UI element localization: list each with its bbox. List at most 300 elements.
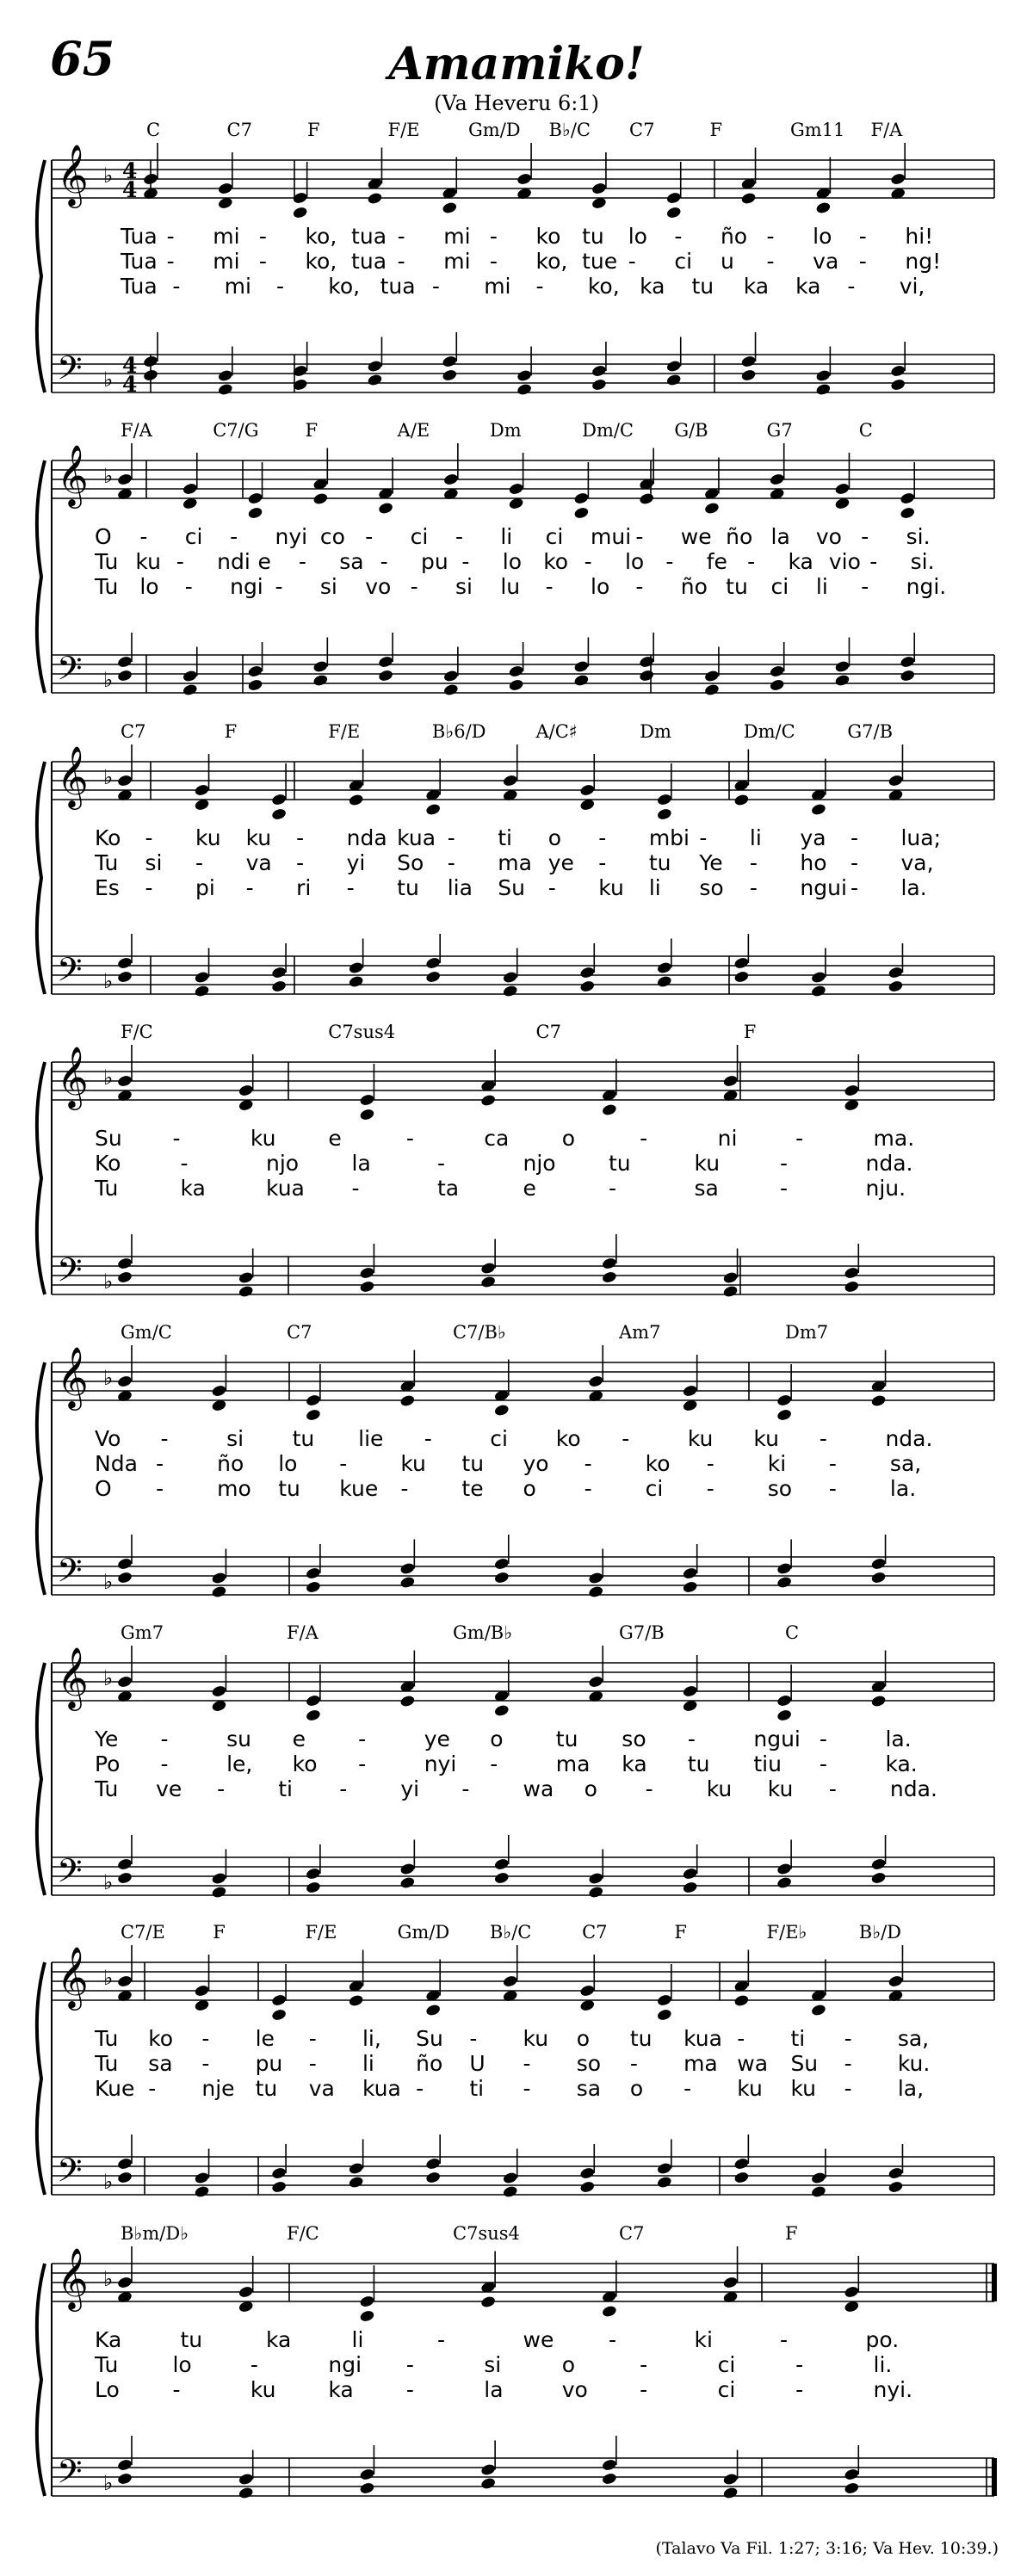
lyric-syllable: nyi. xyxy=(873,2377,913,2402)
lyric-syllable: U xyxy=(469,2051,486,2076)
lyric-syllable: ka xyxy=(622,1751,647,1776)
lyric-syllable: tu xyxy=(582,224,604,249)
notehead xyxy=(890,378,906,392)
lyric-syllable: co xyxy=(319,524,345,549)
notehead xyxy=(247,678,263,692)
lyric-syllable: - xyxy=(535,274,544,299)
chord-symbol: F/E xyxy=(387,120,420,140)
lyric-syllable: - xyxy=(819,1426,827,1451)
lyric-syllable: - xyxy=(547,875,556,900)
lyric-syllable: lu xyxy=(500,574,521,599)
lyric-syllable: - xyxy=(400,1476,409,1501)
lyric-syllable: - xyxy=(250,2352,258,2377)
lyric-syllable: - xyxy=(358,1751,367,1776)
time-signature-top: 4 xyxy=(122,158,138,183)
notehead xyxy=(656,2176,672,2190)
notehead xyxy=(480,1094,497,1108)
notehead xyxy=(442,355,458,368)
chord-symbol: C7sus4 xyxy=(328,1022,396,1042)
notehead xyxy=(425,2157,442,2171)
lyric-syllable: lo xyxy=(591,574,610,599)
lyric-syllable: la. xyxy=(885,1727,912,1751)
notehead xyxy=(639,492,655,506)
lyric-syllable: - xyxy=(665,549,674,574)
notehead xyxy=(890,364,906,378)
notehead xyxy=(117,774,133,788)
treble-clef: 𝄞 xyxy=(57,1646,89,1708)
lyric-syllable: o xyxy=(523,1476,536,1501)
brace xyxy=(37,762,45,994)
chord-symbol: B♭/C xyxy=(548,120,591,140)
lyric-syllable: pu xyxy=(255,2051,283,2076)
chord-symbol: Dm7 xyxy=(785,1322,829,1343)
notehead xyxy=(579,979,596,993)
notehead xyxy=(117,1557,133,1571)
brace xyxy=(37,2264,45,2496)
lyric-syllable: - xyxy=(431,274,440,299)
lyric-syllable: ku xyxy=(250,2377,276,2402)
notehead xyxy=(733,970,750,984)
lyric-syllable: O xyxy=(95,524,112,549)
lyric-syllable: tu xyxy=(180,2327,203,2352)
notehead xyxy=(834,674,851,688)
lyric-syllable: - xyxy=(201,2026,210,2051)
lyric-syllable: ca xyxy=(484,1126,510,1151)
lyric-syllable: ci xyxy=(674,249,693,274)
lyric-syllable: yi xyxy=(400,1776,420,1801)
key-signature-flat: ♭ xyxy=(103,1570,114,1594)
lyric-syllable: ko, xyxy=(328,274,361,299)
brace xyxy=(37,460,45,693)
lyric-syllable: Tua xyxy=(121,274,158,299)
lyric-syllable: li xyxy=(500,524,513,549)
key-signature-flat: ♭ xyxy=(103,765,114,789)
chord-symbol: C xyxy=(858,420,873,441)
notehead xyxy=(194,971,210,985)
notehead xyxy=(359,1280,375,1294)
lyric-syllable: - xyxy=(706,1451,714,1476)
lyric-syllable: - xyxy=(584,549,592,574)
notehead xyxy=(834,482,851,496)
notehead xyxy=(305,1694,321,1708)
notehead xyxy=(348,1994,364,2008)
notehead xyxy=(740,355,757,368)
lyric-syllable: la, xyxy=(897,2076,925,2101)
brace xyxy=(37,1962,45,2195)
chord-symbol: Dm/C xyxy=(743,721,795,742)
lyric-syllable: o xyxy=(584,1776,597,1801)
lyric-syllable: Tu xyxy=(95,1176,119,1201)
notehead xyxy=(776,1562,793,1576)
notehead xyxy=(579,2166,596,2180)
notehead xyxy=(740,192,757,206)
notehead xyxy=(292,206,308,219)
lyric-syllable: si xyxy=(145,850,163,875)
lyric-syllable: - xyxy=(160,1751,169,1776)
lyric-syllable: li xyxy=(362,2051,374,2076)
lyric-syllable: - xyxy=(584,1451,592,1476)
lyric-syllable: ndi xyxy=(217,549,251,574)
notehead xyxy=(271,966,288,979)
notehead xyxy=(601,2305,617,2319)
notehead xyxy=(305,1566,321,1580)
hymn-title: Amamiko! xyxy=(388,38,645,90)
lyric-syllable: ño xyxy=(680,574,708,599)
notehead xyxy=(815,369,832,383)
notehead xyxy=(271,1993,288,2007)
notehead xyxy=(271,807,288,821)
notehead xyxy=(502,971,518,985)
notehead xyxy=(117,2276,133,2289)
lyric-syllable: - xyxy=(184,574,193,599)
scripture-reference: (Va Heveru 6:1) xyxy=(434,91,599,115)
notehead xyxy=(776,1863,793,1876)
bass-clef: 𝄢 xyxy=(57,2452,83,2499)
lyric-syllable: lua; xyxy=(900,825,942,850)
notehead xyxy=(442,368,458,382)
notehead xyxy=(502,1974,518,1988)
lyric-syllable: le, xyxy=(226,1751,253,1776)
lyric-syllable: Ye xyxy=(699,850,723,875)
lyric-syllable: - xyxy=(850,850,858,875)
chord-symbol: Gm7 xyxy=(121,1622,164,1643)
lyric-syllable: tu xyxy=(726,574,748,599)
lyric-syllable: - xyxy=(172,2377,181,2402)
lyric-syllable: - xyxy=(780,1176,789,1201)
chord-symbol: F xyxy=(213,1922,226,1943)
lyric-syllable: ma. xyxy=(873,1126,915,1151)
lyric-syllable: li. xyxy=(873,2352,893,2377)
notehead xyxy=(588,1886,604,1900)
lyric-syllable: ho xyxy=(800,850,827,875)
lyric-syllable: tu xyxy=(609,1151,631,1176)
notehead xyxy=(480,2477,497,2491)
lyric-syllable: ng! xyxy=(905,249,942,274)
lyric-syllable: ku xyxy=(687,1426,714,1451)
lyric-syllable: - xyxy=(706,1476,714,1501)
notehead xyxy=(305,1408,321,1422)
lyric-syllable: nda. xyxy=(885,1426,933,1451)
notehead xyxy=(493,1557,510,1571)
lyric-syllable: si xyxy=(455,574,473,599)
lyric-syllable: Tu xyxy=(95,850,119,875)
brace xyxy=(37,1663,45,1895)
notehead xyxy=(733,2171,750,2184)
lyric-syllable: mui xyxy=(591,524,632,549)
lyric-syllable: - xyxy=(308,2051,317,2076)
lyric-syllable: Tu xyxy=(95,574,119,599)
lyric-syllable: si xyxy=(319,574,337,599)
lyric-syllable: - xyxy=(201,2051,210,2076)
notehead xyxy=(573,491,590,505)
lyric-syllable: sa xyxy=(576,2076,602,2101)
notehead xyxy=(493,1571,510,1585)
notehead xyxy=(888,1974,904,1988)
lyric-syllable: pi xyxy=(195,875,215,900)
notehead xyxy=(480,2295,497,2309)
lyric-syllable: - xyxy=(795,2377,804,2402)
notehead xyxy=(117,1857,133,1871)
notehead xyxy=(870,1394,887,1408)
lyric-syllable: ku xyxy=(767,1776,794,1801)
lyric-syllable: ma xyxy=(684,2051,718,2076)
lyric-syllable: le xyxy=(255,2026,275,2051)
lyric-syllable: - xyxy=(195,850,204,875)
notehead xyxy=(247,506,263,520)
notehead xyxy=(722,2276,739,2289)
notehead xyxy=(312,492,329,506)
notehead xyxy=(665,191,682,205)
chord-symbol: C7 xyxy=(582,1922,608,1943)
notehead xyxy=(900,506,916,520)
notehead xyxy=(870,1571,887,1585)
lyric-syllable: tu xyxy=(292,1426,315,1451)
chord-symbol: C7 xyxy=(619,2223,645,2244)
notehead xyxy=(480,1276,497,1289)
lyric-syllable: la. xyxy=(900,875,927,900)
notehead xyxy=(117,1871,133,1885)
bass-clef: 𝄢 xyxy=(57,349,83,395)
lyric-syllable: ti xyxy=(278,1776,293,1801)
lyric-syllable: ku xyxy=(523,2026,549,2051)
notehead xyxy=(117,1974,133,1988)
lyric-syllable: mi xyxy=(213,249,240,274)
lyric-syllable: - xyxy=(166,249,175,274)
notehead xyxy=(888,979,904,993)
lyric-syllable: - xyxy=(156,1476,164,1501)
lyric-syllable: ño xyxy=(416,2051,443,2076)
lyric-syllable: mbi xyxy=(648,825,690,850)
key-signature-flat: ♭ xyxy=(103,2267,114,2291)
lyric-syllable: lie xyxy=(358,1426,384,1451)
lyric-syllable: lo xyxy=(278,1451,298,1476)
notehead xyxy=(399,1394,416,1408)
notehead xyxy=(516,383,533,397)
lyric-syllable: - xyxy=(351,1176,360,1201)
notehead xyxy=(143,355,159,368)
notehead xyxy=(117,655,133,669)
lyric-syllable: ka xyxy=(266,2327,292,2352)
lyric-syllable: njo xyxy=(523,1151,556,1176)
notehead xyxy=(480,2463,497,2477)
lyric-syllable: - xyxy=(489,249,498,274)
chord-symbol: C7 xyxy=(226,120,252,140)
notehead xyxy=(502,985,518,998)
lyric-syllable: Po xyxy=(95,1751,121,1776)
lyric-syllable: - xyxy=(275,574,283,599)
notehead xyxy=(601,1270,617,1284)
notehead xyxy=(359,2481,375,2495)
notehead xyxy=(656,2008,672,2022)
notehead xyxy=(211,1572,227,1585)
notehead xyxy=(378,502,394,516)
notehead xyxy=(493,1404,510,1418)
lyric-syllable: ka xyxy=(328,2377,354,2402)
notehead xyxy=(182,670,198,683)
notehead xyxy=(348,961,364,975)
notehead xyxy=(722,1285,739,1299)
chord-symbol: Gm11 xyxy=(790,120,845,140)
notehead xyxy=(769,664,785,678)
lyric-syllable: e xyxy=(328,1126,342,1151)
notehead xyxy=(811,803,827,817)
notehead xyxy=(399,1863,416,1876)
lyric-syllable: - xyxy=(850,875,858,900)
notehead xyxy=(591,378,608,392)
treble-clef: 𝄞 xyxy=(57,443,89,506)
chord-symbol: G7/B xyxy=(619,1622,665,1643)
lyric-syllable: ci xyxy=(410,524,429,549)
lyric-syllable: - xyxy=(780,2327,789,2352)
lyric-syllable: ka xyxy=(795,274,821,299)
lyric-syllable: kua xyxy=(397,825,436,850)
treble-clef: 𝄞 xyxy=(57,143,89,206)
notehead xyxy=(682,1580,698,1594)
notehead xyxy=(442,670,459,683)
notehead xyxy=(247,664,263,678)
notehead xyxy=(117,473,133,486)
notehead xyxy=(811,2171,827,2185)
lyric-syllable: O xyxy=(95,1476,112,1501)
lyric-syllable: Lo xyxy=(95,2377,120,2402)
lyric-syllable: o xyxy=(629,2076,644,2101)
notehead xyxy=(211,1886,227,1900)
brace xyxy=(37,1362,45,1595)
chord-symbol: C xyxy=(785,1622,800,1643)
chord-symbol: G/B xyxy=(674,420,708,441)
lyric-syllable: - xyxy=(687,1727,696,1751)
key-signature-flat: ♭ xyxy=(103,1066,114,1090)
lyric-syllable: Tu xyxy=(95,2051,119,2076)
key-signature-flat: ♭ xyxy=(103,1870,114,1894)
lyric-syllable: - xyxy=(640,2352,648,2377)
chord-symbol: F/A xyxy=(870,120,903,140)
lyric-syllable: yo xyxy=(523,1451,549,1476)
chord-symbol: F xyxy=(743,1022,757,1042)
notehead xyxy=(502,774,518,788)
lyric-syllable: - xyxy=(339,1776,348,1801)
lyric-syllable: ku xyxy=(737,2076,763,2101)
notehead xyxy=(573,674,590,688)
notehead xyxy=(815,201,832,215)
chord-symbol: G7 xyxy=(766,420,793,441)
notehead xyxy=(238,2473,254,2486)
lyric-syllable: vi, xyxy=(899,274,925,299)
lyric-syllable: - xyxy=(180,1151,189,1176)
lyric-syllable: - xyxy=(437,2327,446,2352)
lyric-syllable: - xyxy=(298,549,306,574)
lyric-syllable: - xyxy=(461,549,470,574)
notehead xyxy=(425,2171,442,2184)
lyric-syllable: - xyxy=(635,524,644,549)
lyric-syllable: So xyxy=(397,850,424,875)
lyric-syllable: - xyxy=(819,1727,827,1751)
lyric-syllable: ci xyxy=(645,1476,664,1501)
notehead xyxy=(194,2185,210,2199)
lyric-syllable: tu xyxy=(629,2026,653,2051)
lyric-syllable: - xyxy=(645,1776,653,1801)
lyric-syllable: vo xyxy=(815,524,842,549)
notehead xyxy=(656,961,672,975)
key-signature-flat: ♭ xyxy=(103,464,114,488)
lyric-syllable: - xyxy=(455,524,463,549)
notehead xyxy=(656,1993,672,2007)
notehead xyxy=(348,2162,364,2176)
lyric-syllable: - xyxy=(795,1126,804,1151)
lyric-syllable: so xyxy=(576,2051,602,2076)
notehead xyxy=(117,1571,133,1585)
lyric-syllable: nyi xyxy=(424,1751,457,1776)
lyric-syllable: - xyxy=(139,524,148,549)
notehead xyxy=(117,1270,133,1284)
lyric-syllable: - xyxy=(819,1751,827,1776)
notehead xyxy=(217,369,233,383)
lyric-syllable: - xyxy=(828,1776,837,1801)
chord-symbol: A/C♯ xyxy=(535,721,578,742)
notehead xyxy=(117,1675,133,1689)
notehead xyxy=(194,2171,210,2185)
notehead xyxy=(579,783,596,797)
lyric-syllable: - xyxy=(640,2377,648,2402)
notehead xyxy=(117,1374,133,1388)
notehead xyxy=(247,491,263,505)
notehead xyxy=(238,1285,254,1299)
notehead xyxy=(722,1074,739,1088)
notehead xyxy=(305,1393,321,1407)
notehead xyxy=(211,1384,227,1398)
lyric-syllable: - xyxy=(245,875,254,900)
lyric-syllable: Tu xyxy=(95,1776,119,1801)
lyric-syllable: ta xyxy=(437,1176,460,1201)
lyric-syllable: lia xyxy=(447,875,473,900)
notehead xyxy=(834,660,851,674)
lyric-syllable: - xyxy=(674,224,683,249)
lyric-syllable: tue xyxy=(582,249,618,274)
notehead xyxy=(888,2180,904,2194)
notehead xyxy=(776,1694,793,1708)
lyric-syllable: ño xyxy=(217,1451,244,1476)
notehead xyxy=(143,368,159,382)
lyric-syllable: - xyxy=(850,825,858,850)
lyric-syllable: - xyxy=(858,249,867,274)
notehead xyxy=(502,2171,518,2185)
lyric-syllable: o xyxy=(490,1727,504,1751)
lyric-syllable: te xyxy=(461,1476,484,1501)
notehead xyxy=(378,655,394,669)
notehead xyxy=(656,793,672,806)
lyric-syllable: - xyxy=(258,224,267,249)
notehead xyxy=(211,1585,227,1599)
lyric-syllable: ko xyxy=(555,1426,581,1451)
notehead xyxy=(733,1994,750,2008)
chord-symbol: F xyxy=(709,120,723,140)
lyric-syllable: va, xyxy=(900,850,934,875)
notehead xyxy=(348,975,364,989)
notehead xyxy=(442,683,459,697)
notehead xyxy=(900,491,916,505)
chord-symbol: C7 xyxy=(535,1022,561,1042)
chord-symbol: F xyxy=(785,2223,798,2244)
lyric-syllable: la xyxy=(484,2377,504,2402)
lyric-syllable: mi xyxy=(213,224,240,249)
notehead xyxy=(442,201,458,215)
lyric-syllable: - xyxy=(766,224,775,249)
lyric-syllable: la. xyxy=(889,1476,917,1501)
key-signature-flat: ♭ xyxy=(103,164,114,188)
notehead xyxy=(442,473,459,486)
notehead xyxy=(312,674,329,688)
notehead xyxy=(305,1881,321,1894)
